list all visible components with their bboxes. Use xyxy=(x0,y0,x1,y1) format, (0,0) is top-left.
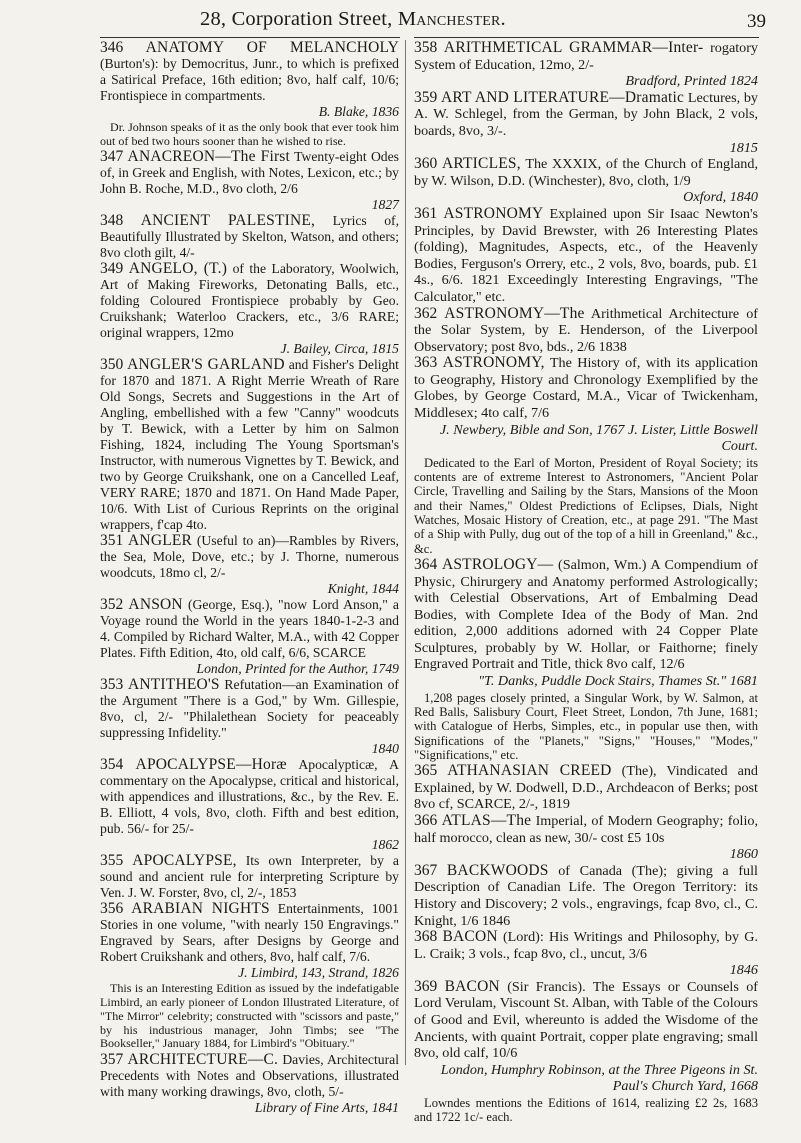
entry-imprint: Oxford, 1840 xyxy=(683,189,758,206)
entry-number: 361 xyxy=(414,204,438,222)
column-divider xyxy=(405,40,406,1065)
entry-description: Refutation—an Examination of the Argument "There is a God," by Wm. Gillespie, 8vo, cl, 2/- "Philalethean Society for peaceably suppressing Infidelity." xyxy=(100,677,399,741)
entry-number: 356 xyxy=(100,900,124,918)
entry-imprint: 1827 xyxy=(371,197,399,213)
entry-number: 347 xyxy=(100,148,124,166)
catalogue-entry xyxy=(414,929,758,979)
catalogue-entry xyxy=(100,853,399,901)
entry-heading: ASTROLOGY— xyxy=(441,555,554,573)
entry-number: 360 xyxy=(414,155,438,173)
entry-description: of the Laboratory, Woolwich, Art of Making Fireworks, Detonating Balls, etc., folding Coloured Frontispiece probably by Geo. Cruikshank; Waterloo Crackers, etc., 3/6 RARE; original wrappers, 12mo xyxy=(100,261,399,341)
catalogue-entry xyxy=(414,306,758,356)
address-number: 28, xyxy=(200,8,227,30)
entry-imprint: J. Bailey, Circa, 1815 xyxy=(280,341,399,357)
entry-number: 363 xyxy=(414,354,438,372)
entry-number: 362 xyxy=(414,304,438,322)
entry-description: Lectures, by A. W. Schlegel, from the German, by John Black, 2 vols, boards, 8vo, 3/-. xyxy=(414,89,758,139)
catalogue-entry xyxy=(100,149,399,213)
entry-number: 364 xyxy=(414,555,438,573)
entry-description: Twenty-eight Odes of, in Greek and English, with Notes, Lexicon, etc.; by John B. Roche, M.D., 8vo cloth, 2/6 xyxy=(100,149,399,197)
entry-heading: ATLAS—The xyxy=(441,811,532,829)
entry-heading: BACON xyxy=(442,928,498,946)
entry-number: 369 xyxy=(414,977,438,995)
catalogue-entry xyxy=(414,979,758,1095)
catalogue-entry xyxy=(414,40,758,90)
catalogue-entry xyxy=(414,206,758,306)
entry-heading: ANCIENT PALESTINE, xyxy=(140,212,316,230)
entry-imprint: 1840 xyxy=(371,741,399,757)
entry-number: 346 xyxy=(100,39,124,56)
left-column xyxy=(100,40,399,1116)
entry-description: Its own Interpreter, by a sound and ancient rule for interpreting Scripture by Ven. J. W. Forster, 8vo, cl, 2/-, 1853 xyxy=(100,853,399,901)
entry-imprint: London, Printed for the Author, 1749 xyxy=(196,661,399,677)
catalogue-entry xyxy=(414,355,758,455)
entry-description: (George, Esq.), "now Lord Anson," a Voyage round the World in the years 1840-1-2-3 and 4. Compiled by Richard Walter, M.A., with 42 Copper Plates. Fifth Edition, 4to, old calf, 6/6, SCARCE xyxy=(100,597,399,661)
header-rule-right xyxy=(414,37,759,38)
entry-imprint: 1860 xyxy=(729,846,758,863)
catalogue-entry xyxy=(100,1052,399,1116)
catalogue-entry xyxy=(100,213,399,261)
entry-description: Lyrics of, Beautifully Illustrated by Skelton, Watson, and others; 8vo cloth gilt, 4/- xyxy=(100,213,399,261)
entry-heading: ART AND LITERATURE—Dramatic xyxy=(441,88,685,106)
page-number: 39 xyxy=(747,11,766,32)
entry-heading: ASTRONOMY, xyxy=(442,354,545,372)
entry-note: Dedicated to the Earl of Morton, President of Royal Society; its contents are of extreme Interest to Astronomers, "Ancient Polar Circle, Travelling and Sailing by the Stars, Mansions of the Moon and their Names," Oldest Predictions of Eclipses, Dials, Night Watches, Mosaic History of Creation, etc., at page 291. "The Mast of a Ship with Pully, dug out of the top of a hill in Greenland," &c., &c. xyxy=(414,455,758,556)
entry-heading: ASTRONOMY—The xyxy=(444,304,585,322)
catalogue-entry xyxy=(414,557,758,690)
catalogue-entry xyxy=(414,156,758,206)
entry-description: rogatory System of Education, 12mo, 2/- xyxy=(414,40,758,73)
catalogue-entry xyxy=(100,533,399,597)
entry-note: This is an Interesting Edition as issued by the indefatigable Limbird, an early pioneer of London Illustrated Literature, of "The Mirror" celebrity; constructed with "scissors and paste," by his industrious manager, John Timbs; see "The Bookseller," January 1884, for Limbird's "Obituary." xyxy=(100,981,399,1051)
header-rule-left xyxy=(100,37,400,38)
entry-imprint: B. Blake, 1836 xyxy=(318,104,399,119)
entry-number: 355 xyxy=(100,852,124,870)
entry-description: (Sir Francis). The Essays or Counsels of Lord Verulam, Viscount St. Alban, with Table of the Colours of Good and Evil, whereunto is added the Wisdome of the Ancients, with quaint Portrait, copper plate engraving; small 8vo, old calf, 10/6 xyxy=(414,978,758,1062)
entry-number: 357 xyxy=(100,1050,124,1068)
entry-heading: BACON xyxy=(444,977,500,995)
entry-heading: ASTRONOMY xyxy=(443,204,544,222)
entry-heading: APOCALYPSE—Horæ xyxy=(135,756,287,774)
entry-note: 1,208 pages closely printed, a Singular Work, by W. Salmon, at Red Balls, Salisbury Court, Fleet Street, London, 7th June, 1681; with Catalogue of Herbs, Simples, etc., in popular use then, with Significations of the "Planets," "Signs," "Houses," "Modes," "Significations," etc. xyxy=(414,690,758,762)
entry-description: Entertainments, 1001 Stories in one volume, "with nearly 150 Engravings." Engraved by Sears, after Designs by George and Robert Cruikshank and others, 8vo, half calf, 7/6. xyxy=(100,901,399,965)
entry-number: 359 xyxy=(414,88,438,106)
entry-number: 352 xyxy=(100,596,124,614)
entry-description: of Canada (The); giving a full Description of Canadian Life. The Oregon Territory: its History and Discovery; 2 vols., engravings, fcap 8vo, cl., C. Knight, 1/6 1846 xyxy=(414,862,758,929)
entry-description: and Fisher's Delight for 1870 and 1871. A Right Merrie Wreath of Rare Old Songs, Secrets and Suggestions in the Art of Angling, embellished with a few "Canny" woodcuts by T. Bewick, with a Letter by him on Salmon Fishing, 1824, including The Young Sportsman's Instructor, with numerous Vignettes by T. Bewick, and two by George Cruikshank, one on a Cancelled Leaf, VERY RARE; 1870 and 1871. On Hand Made Paper, 10/6. With List of Curious Reprints on the original wrappers, f'cap 4to. xyxy=(100,357,399,533)
entry-number: 368 xyxy=(414,928,438,946)
right-column xyxy=(414,40,758,1126)
entry-imprint: 1846 xyxy=(729,962,758,979)
entry-heading: ARABIAN NIGHTS xyxy=(131,900,270,918)
entry-heading: APOCALYPSE, xyxy=(132,852,237,870)
catalogue-entry xyxy=(100,357,399,533)
entry-imprint: J. Limbird, 143, Strand, 1826 xyxy=(238,965,399,981)
entry-imprint: London, Humphry Robinson, at the Three Pigeons in St. Paul's Church Yard, 1668 xyxy=(440,1061,758,1095)
entry-imprint: Knight, 1844 xyxy=(327,581,399,597)
entry-description: Imperial, of Modern Geography; folio, half morocco, clean as new, 30/- cost £5 10s xyxy=(414,812,758,846)
entry-imprint: Library of Fine Arts, 1841 xyxy=(254,1099,399,1115)
entry-heading: ARITHMETICAL GRAMMAR—Inter- xyxy=(443,39,704,56)
catalogue-entry xyxy=(414,763,758,813)
catalogue-entry xyxy=(414,90,758,156)
entry-description: Explained upon Sir Isaac Newton's Principles, by David Brewster, with 26 Interesting Plates (folding), Magnitudes, Aspects, etc., of the Heavenly Bodies, Ferguson's Orrery, etc., 2 vols, 8vo, boards, pub. £1 4s., 6/6. 1821 Exceedingly Interesting Engravings, "The Calculator," etc. xyxy=(414,205,758,305)
catalogue-entry xyxy=(100,757,399,853)
catalogue-entry xyxy=(100,40,399,120)
entry-number: 358 xyxy=(414,39,438,56)
catalogue-entry xyxy=(100,901,399,981)
entry-heading: ARTICLES, xyxy=(442,155,521,173)
entry-heading: ANATOMY OF MELANCHOLY xyxy=(145,39,399,56)
entry-description: (Burton's): by Democritus, Junr., to which is prefixed a Satirical Preface, 16th edition; 8vo, half calf, 10/6; Frontispiece in compartments. xyxy=(100,56,399,103)
entry-number: 354 xyxy=(100,756,124,774)
entry-imprint: "T. Danks, Puddle Dock Stairs, Thames St." 1681 xyxy=(478,673,758,690)
entry-heading: ARCHITECTURE—C. xyxy=(127,1050,279,1068)
street-name: Corporation Street, xyxy=(231,8,393,30)
entry-number: 367 xyxy=(414,861,438,879)
entry-imprint: Bradford, Printed 1824 xyxy=(625,73,758,90)
city-name: Manchester. xyxy=(397,8,506,30)
entry-description: (Useful to an)—Rambles by Rivers, the Sea, Mole, Dove, etc.; by J. Thorne, numerous woodcuts, 18mo cl, 2/- xyxy=(100,533,399,581)
entry-number: 366 xyxy=(414,811,438,829)
entry-heading: ANGLER xyxy=(128,532,193,550)
entry-number: 365 xyxy=(414,762,438,780)
entry-description: Arithmetical Architecture of the Solar System, by E. Henderson, of the Liverpool Observatory; post 8vo, bds., 2/6 1838 xyxy=(414,305,758,355)
catalogue-entry xyxy=(100,261,399,357)
catalogue-entry xyxy=(414,863,758,929)
entry-heading: ATHANASIAN CREED xyxy=(447,762,612,780)
running-head xyxy=(200,8,506,31)
entry-description: Davies, Architectural Precedents with Notes and Observations, illustrated with many working drawings, 8vo, cloth, 5/- xyxy=(100,1051,399,1099)
entry-imprint: 1862 xyxy=(371,837,399,853)
entry-note: Lowndes mentions the Editions of 1614, realizing £2 2s, 1683 and 1722 1c/- each. xyxy=(414,1096,758,1125)
entry-heading: ANACREON—The First xyxy=(127,148,291,166)
entry-imprint: J. Newbery, Bible and Son, 1767 J. Lister, Little Boswell Court. xyxy=(439,421,758,455)
entry-number: 349 xyxy=(100,260,124,278)
entry-number: 353 xyxy=(100,676,124,694)
entry-description: The History of, with its application to Geography, History and Chronology Exemplified by the Globes, by George Costard, M.A., Vicar of Twickenham, Middlesex; 4to calf, 7/6 xyxy=(414,355,758,422)
entry-number: 350 xyxy=(100,356,124,374)
catalogue-entry xyxy=(100,597,399,677)
entry-heading: ANGELO, (T.) xyxy=(128,260,228,278)
entry-description: (Lord): His Writings and Philosophy, by G. L. Craik; 3 vols., fcap 8vo, cl., uncut, 3/6 xyxy=(414,929,758,962)
entry-heading: ANSON xyxy=(128,596,183,614)
entry-heading: ANGLER'S GARLAND xyxy=(127,356,285,374)
entry-description: Apocalypticæ, A commentary on the Apocalypse, critical and historical, with appendices and illustrations, &c., by the Rev. E. B. Elliott, 4 vols, 8vo, cloth. Fifth and best edition, pub. 56/- for 25/- xyxy=(100,757,399,837)
entry-heading: ANTITHEO'S xyxy=(127,676,220,694)
entry-description: (The), Vindicated and Explained, by W. Dodwell, D.D., Archdeacon of Berks; post 8vo cf, SCARCE, 2/-, 1819 xyxy=(414,763,758,813)
entry-number: 348 xyxy=(100,212,124,230)
entry-imprint: 1815 xyxy=(729,139,758,156)
catalogue-entry xyxy=(414,813,758,863)
entry-description: The XXXIX, of the Church of England, by W. Wilson, D.D. (Winchester), 8vo, cloth, 1/9 xyxy=(414,156,758,189)
entry-description: (Salmon, Wm.) A Compendium of Physic, Chirurgery and Anatomy performed Astrologically; with Celestial Observations, Art of Embalming Dead Bodies, with Complete Idea of the Body of Man. 2nd edition, 2,000 additions adorned with 24 Copper Plate Sculptures, probably by W. Hollar, or Faithorne; finely Engraved Portrait and Title, thick 8vo calf, 12/6 xyxy=(414,556,758,673)
catalogue-entry xyxy=(100,677,399,757)
entry-number: 351 xyxy=(100,532,124,550)
entry-heading: BACKWOODS xyxy=(446,861,549,879)
entry-note: Dr. Johnson speaks of it as the only book that ever took him out of bed two hours sooner than he wished to rise. xyxy=(100,120,399,148)
